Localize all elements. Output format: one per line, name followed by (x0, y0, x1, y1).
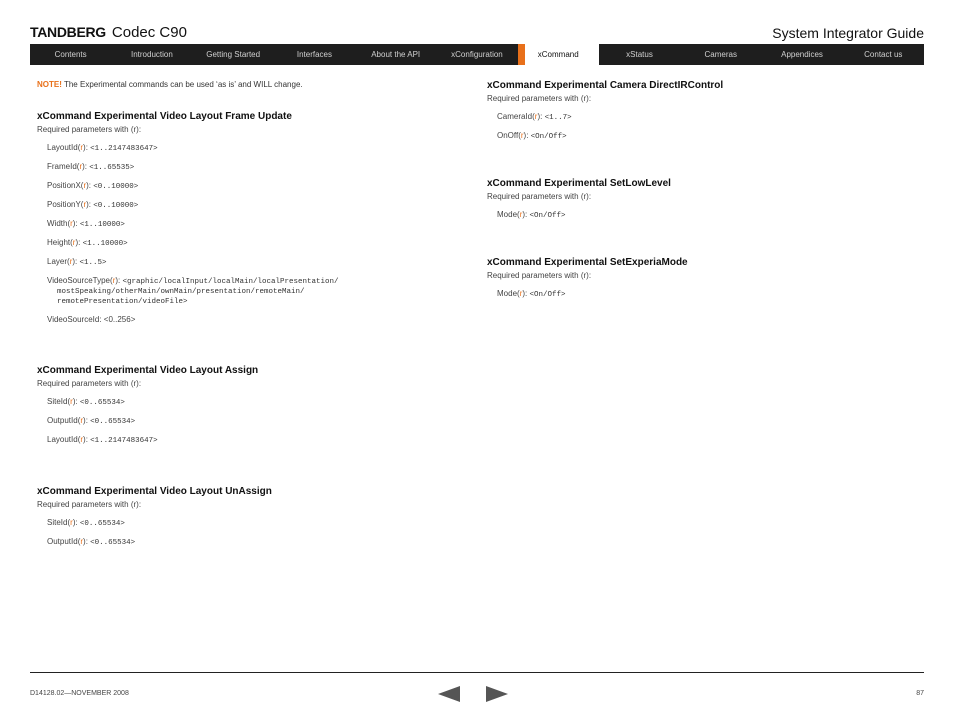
param-layer: Layer(r): <1..5> (47, 257, 107, 267)
page-navigation (438, 686, 508, 702)
section-subtitle: Required parameters with (r): (37, 125, 142, 134)
param-layoutid: LayoutId(r): <1..2147483647> (47, 435, 158, 445)
page-number: 87 (916, 690, 924, 697)
section-camera-directircontrol (487, 80, 907, 142)
note-label: NOTE! (37, 80, 62, 89)
param-layoutid: LayoutId(r): <1..2147483647> (47, 143, 158, 153)
param-outputid: OutputId(r): <0..65534> (47, 537, 136, 547)
brand (30, 24, 187, 41)
section-layout-unassign (37, 486, 457, 548)
section-layout-assign (37, 365, 457, 446)
left-column (37, 80, 457, 556)
param-siteid: SiteId(r): <0..65534> (47, 397, 125, 407)
section-subtitle: Required parameters with (r): (487, 94, 592, 103)
document-id: D14128.02—NOVEMBER 2008 (30, 690, 129, 697)
param-cameraid: CameraId(r): <1..7> (497, 112, 572, 122)
tab-contact-us[interactable]: Contact us (864, 50, 903, 59)
experimental-note (37, 80, 457, 89)
param-mode: Mode(r): <On/Off> (497, 289, 566, 299)
tab-getting-started[interactable]: Getting Started (206, 50, 261, 59)
tab-contents[interactable]: Contents (54, 50, 87, 59)
product-name: Codec C90 (111, 24, 187, 41)
param-videosourceid: VideoSourceId: <0..256> (47, 315, 136, 324)
section-setexperiamode (487, 257, 907, 300)
top-navigation (30, 44, 924, 65)
triangle-left-icon[interactable] (438, 686, 460, 702)
section-subtitle: Required parameters with (r): (37, 379, 142, 388)
section-subtitle: Required parameters with (r): (487, 271, 592, 280)
param-width: Width(r): <1..10000> (47, 219, 125, 229)
tab-xcommand[interactable]: xCommand (518, 44, 599, 65)
param-positionx: PositionX(r): <0..10000> (47, 181, 139, 191)
tab-appendices[interactable]: Appendices (781, 50, 823, 59)
section-subtitle: Required parameters with (r): (37, 500, 142, 509)
param-siteid: SiteId(r): <0..65534> (47, 518, 125, 528)
section-setlowlevel (487, 178, 907, 221)
tab-xconfiguration[interactable]: xConfiguration (451, 50, 503, 59)
param-outputid: OutputId(r): <0..65534> (47, 416, 136, 426)
tab-about-the-api[interactable]: About the API (371, 50, 421, 59)
param-videosourcetype: VideoSourceType(r): <graphic/localInput/localMain/localPresentation/ mostSpeaking/otherMain/ownMain/presentation/remoteMain/ remotePresentation/videoFile> (47, 276, 339, 306)
section-title: xCommand Experimental Video Layout Frame Update (37, 111, 292, 122)
section-title: xCommand Experimental Video Layout UnAssign (37, 486, 272, 497)
tab-cameras[interactable]: Cameras (704, 50, 737, 59)
tab-introduction[interactable]: Introduction (130, 50, 173, 59)
tab-interfaces[interactable]: Interfaces (296, 50, 332, 59)
tandberg-logo: TANDBERG (30, 24, 106, 40)
triangle-right-icon[interactable] (486, 686, 508, 702)
section-title: xCommand Experimental SetExperiaMode (487, 257, 688, 268)
note-text: The Experimental commands can be used ‘as is’ and WILL change. (61, 80, 303, 89)
guide-title: System Integrator Guide (772, 25, 924, 41)
footer-divider (30, 672, 924, 673)
param-height: Height(r): <1..10000> (47, 238, 128, 248)
param-positiony: PositionY(r): <0..10000> (47, 200, 139, 210)
right-column (487, 80, 907, 308)
param-mode: Mode(r): <On/Off> (497, 210, 566, 220)
param-frameid: FrameId(r): <1..65535> (47, 162, 135, 172)
section-title: xCommand Experimental Camera DirectIRControl (487, 80, 724, 91)
tab-xstatus[interactable]: xStatus (626, 50, 653, 59)
param-onoff: OnOff(r): <On/Off> (497, 131, 567, 141)
section-title: xCommand Experimental Video Layout Assign (37, 365, 259, 376)
section-frame-update (37, 111, 457, 325)
section-subtitle: Required parameters with (r): (487, 192, 592, 201)
section-title: xCommand Experimental SetLowLevel (487, 178, 671, 189)
